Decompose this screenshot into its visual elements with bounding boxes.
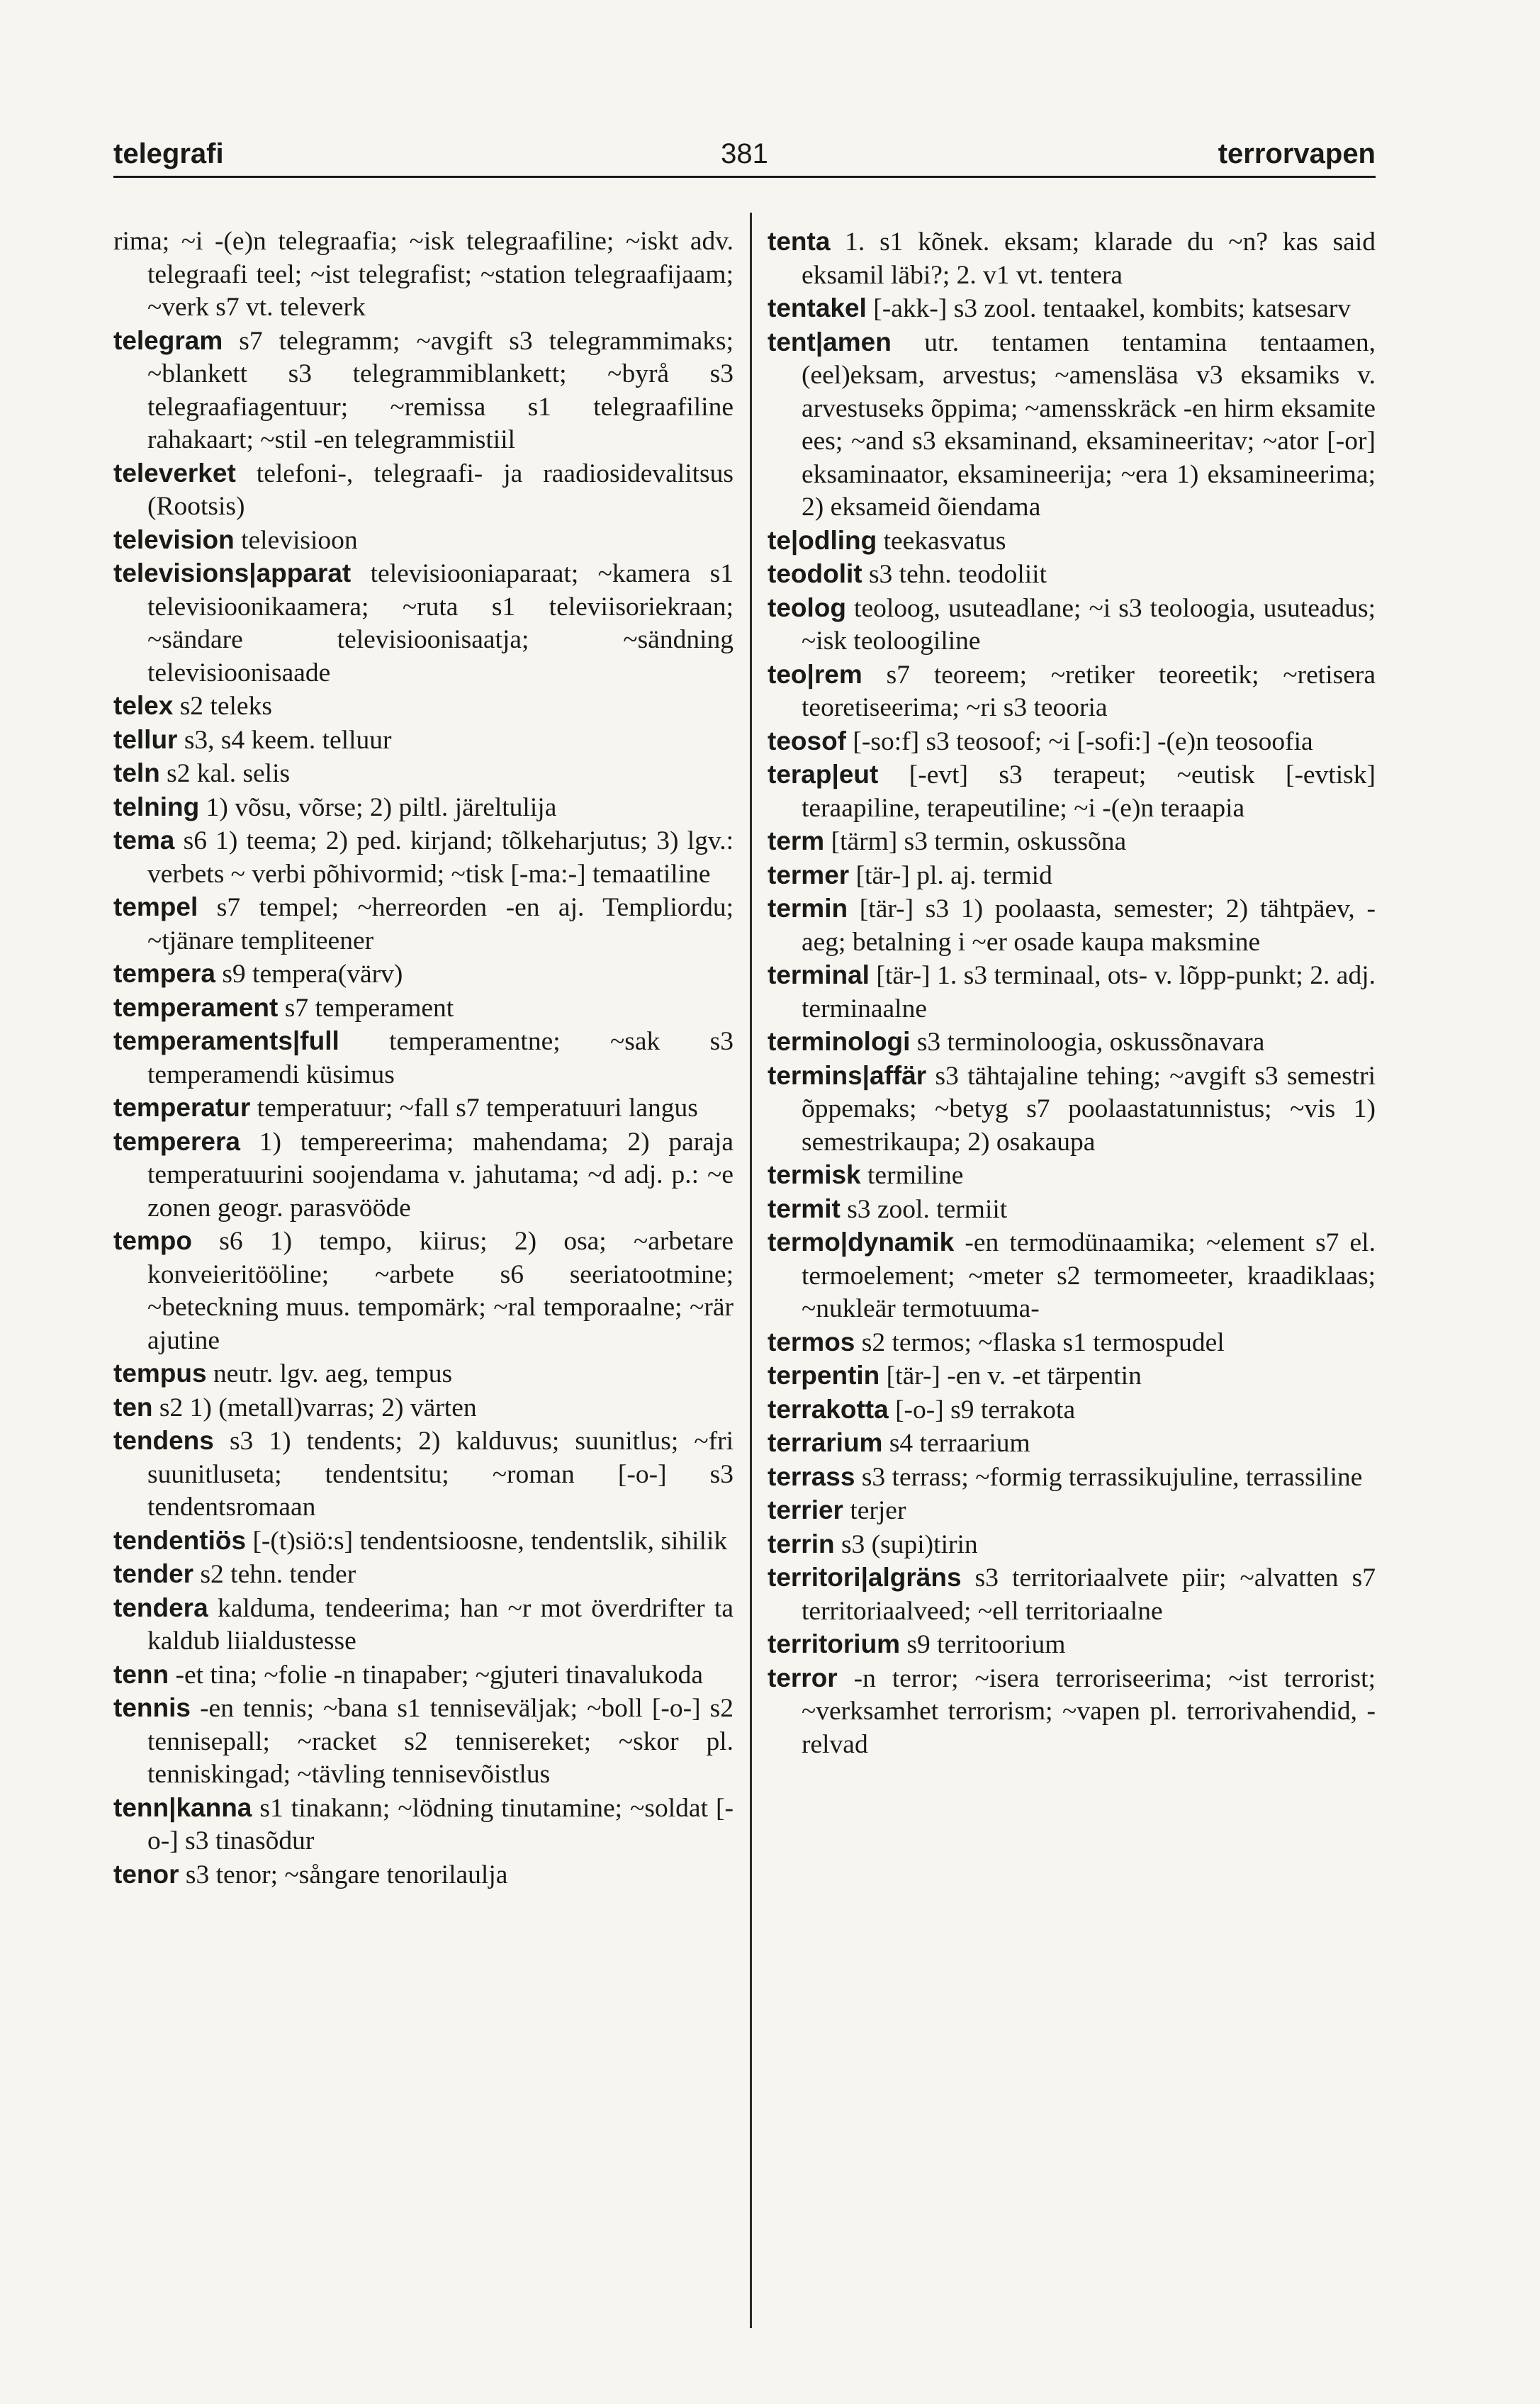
entry-headword: terrarium bbox=[768, 1428, 883, 1457]
entry-definition: [-o-] s9 terrakota bbox=[888, 1395, 1076, 1425]
dictionary-entry bbox=[113, 992, 734, 1026]
entry-definition: s9 territoorium bbox=[900, 1630, 1066, 1659]
entry-definition: s6 1) teema; 2) ped. kirjand; tõlkeharjutus; 3) lgv.: verbets ~ verbi põhivormid; ~tisk [-ma:-] temaatiline bbox=[147, 826, 734, 889]
entry-headword: teln bbox=[113, 758, 160, 787]
dictionary-entry bbox=[768, 1528, 1376, 1562]
entry-headword: terminologi bbox=[768, 1027, 911, 1056]
dictionary-entry bbox=[113, 690, 734, 724]
dictionary-entry bbox=[768, 1326, 1376, 1360]
dictionary-entry bbox=[113, 1425, 734, 1524]
entry-definition: neutr. lgv. aeg, tempus bbox=[206, 1359, 453, 1388]
entry-definition: teoloog, usuteadlane; ~i s3 teoloogia, usuteadus; ~isk teoloogiline bbox=[802, 593, 1376, 656]
entry-definition: s2 tehn. tender bbox=[193, 1560, 356, 1589]
entry-definition: s7 temperament bbox=[278, 993, 454, 1023]
entry-definition: -en tennis; ~bana s1 tenniseväljak; ~boll [-o-] s2 tennisepall; ~racket s2 tennisereket; ~skor pl. tenniskingad; ~tävling tennisevõistlus bbox=[147, 1694, 734, 1789]
dictionary-entry bbox=[113, 791, 734, 825]
dictionary-entry bbox=[768, 225, 1376, 292]
running-head-left: telegrafi bbox=[113, 138, 224, 169]
entry-headword: term bbox=[768, 826, 825, 855]
entry-headword: telex bbox=[113, 691, 174, 720]
entry-headword: termin bbox=[768, 894, 848, 923]
entry-definition: s2 termos; ~flaska s1 termospudel bbox=[855, 1327, 1225, 1357]
dictionary-entry bbox=[768, 959, 1376, 1026]
entry-headword: tempus bbox=[113, 1359, 207, 1388]
dictionary-entry bbox=[113, 1391, 734, 1425]
entry-definition: [-akk-] s3 zool. tentaakel, kombits; katsesarv bbox=[866, 294, 1351, 323]
column-divider bbox=[750, 213, 752, 2328]
dictionary-entry bbox=[768, 658, 1376, 725]
dictionary-entry bbox=[768, 1461, 1376, 1495]
entry-definition: s6 1) tempo, kiirus; 2) osa; ~arbetare konveieritööline; ~arbete s6 seeriatootmine; ~beteckning muus. tempomärk; ~ral temporaalne; ~rär ajutine bbox=[147, 1227, 734, 1355]
entry-definition: -en termodünaamika; ~element s7 el. termoelement; ~meter s2 termomeeter, kraadiklaas; ~nukleär termotuuma- bbox=[802, 1228, 1376, 1323]
entry-definition: s3 tenor; ~sångare tenorilaulja bbox=[179, 1860, 508, 1889]
entry-definition: s9 tempera(värv) bbox=[215, 960, 403, 989]
entry-definition: terjer bbox=[843, 1496, 906, 1525]
entry-definition: s3, s4 keem. telluur bbox=[177, 725, 392, 755]
entry-headword: tellur bbox=[113, 724, 178, 754]
dictionary-entry bbox=[768, 1494, 1376, 1528]
entry-definition: [tär-] pl. aj. termid bbox=[849, 860, 1052, 890]
dictionary-entry bbox=[768, 1427, 1376, 1461]
entry-headword: tenta bbox=[768, 227, 831, 256]
entry-definition: s3 terrass; ~formig terrassikujuline, terrassiline bbox=[855, 1462, 1363, 1492]
entry-headword: termins|affär bbox=[768, 1060, 927, 1090]
entry-headword: teosof bbox=[768, 726, 846, 756]
dictionary-entry bbox=[113, 1125, 734, 1225]
dictionary-entry bbox=[768, 1393, 1376, 1427]
dictionary-entry bbox=[768, 1662, 1376, 1762]
running-head-right: terrorvapen bbox=[1218, 138, 1376, 169]
dictionary-entry bbox=[768, 859, 1376, 893]
dictionary-entry bbox=[113, 524, 734, 558]
entry-definition: [tär-] -en v. -et tärpentin bbox=[879, 1361, 1142, 1391]
entry-headword: tema bbox=[113, 826, 175, 855]
entry-headword: tennis bbox=[113, 1693, 191, 1722]
dictionary-entry bbox=[113, 1524, 734, 1558]
entry-headword: terminal bbox=[768, 960, 870, 989]
entry-headword: teolog bbox=[768, 592, 846, 622]
entry-headword: tendens bbox=[113, 1426, 214, 1455]
entry-definition: [tär-] s3 1) poolaasta, semester; 2) tähtpäev, -aeg; betalning i ~er osade kaupa maksmine bbox=[802, 894, 1376, 957]
dictionary-entry bbox=[768, 1159, 1376, 1193]
dictionary-entry bbox=[768, 292, 1376, 326]
entry-definition: s7 tempel; ~herreorden -en aj. Templiordu; ~tjänare templiteener bbox=[147, 893, 734, 955]
entry-headword: tendera bbox=[113, 1593, 208, 1622]
dictionary-entry bbox=[768, 1026, 1376, 1060]
entry-definition: s3 tehn. teodoliit bbox=[862, 560, 1047, 589]
entry-headword: temperament bbox=[113, 992, 279, 1022]
entry-definition: 1) tempereerima; mahendama; 2) paraja temperatuurini soojendama v. jahutama; ~d adj. p.: ~e zonen geogr. parasvööde bbox=[147, 1127, 734, 1223]
dictionary-entry bbox=[113, 1592, 734, 1658]
right-column bbox=[768, 225, 1376, 1761]
entry-headword: teo|rem bbox=[768, 659, 862, 689]
dictionary-entry bbox=[113, 824, 734, 891]
entry-headword: te|odling bbox=[768, 525, 877, 555]
dictionary-entry bbox=[113, 1658, 734, 1692]
dictionary-entry bbox=[768, 1226, 1376, 1326]
entry-definition: [-so:f] s3 teosoof; ~i [-sofi:] -(e)n teosoofia bbox=[846, 726, 1313, 756]
entry-headword: territori|algräns bbox=[768, 1563, 962, 1592]
entry-headword: televerket bbox=[113, 458, 236, 488]
dictionary-entry bbox=[768, 326, 1376, 524]
entry-headword: termos bbox=[768, 1327, 855, 1357]
entry-headword: tenor bbox=[113, 1859, 179, 1889]
entry-definition: utr. tentamen tentamina tentaamen, (eel)eksam, arvestus; ~amensläsa v3 eksamiks v. arvestuseks õppima; ~amensskräck -en hirm eksamite ees; ~and s3 eksaminand, eksamineeritav; ~ator [-or] eksaminaator, eksamineerija; ~era 1) eksamineerima; 2) eksameid õiendama bbox=[802, 327, 1376, 522]
entry-definition: s3 zool. termiit bbox=[840, 1194, 1008, 1224]
entry-headword: temperaments|full bbox=[113, 1026, 339, 1055]
dictionary-entry bbox=[113, 957, 734, 992]
entry-definition: [tärm] s3 termin, oskussõna bbox=[824, 827, 1127, 856]
entry-definition: s7 telegramm; ~avgift s3 telegrammimaks; ~blankett s3 telegrammiblankett; ~byrå s3 telegraafiagentuur; ~remissa s1 telegraafiline rahakaart; ~stil -en telegrammistiil bbox=[147, 326, 734, 454]
entry-definition: televisioon bbox=[234, 525, 358, 555]
entry-headword: terrin bbox=[768, 1529, 835, 1558]
entry-definition: televisiooniaparaat; ~kamera s1 televisioonikaamera; ~ruta s1 televiisoriekraan; ~sändare televisioonisaatja; ~sändning televisioonisaade bbox=[147, 559, 734, 687]
entry-definition: telefoni-, telegraafi- ja raadiosidevalitsus (Rootsis) bbox=[147, 459, 734, 521]
entry-headword: tempera bbox=[113, 959, 215, 988]
entry-definition: [-(t)siö:s] tendentsioosne, tendentslik, sihilik bbox=[246, 1526, 728, 1556]
dictionary-entry bbox=[768, 592, 1376, 658]
entry-headword: temperera bbox=[113, 1126, 240, 1156]
entry-headword: tent|amen bbox=[768, 327, 892, 356]
dictionary-entry bbox=[113, 757, 734, 791]
dictionary-entry bbox=[113, 724, 734, 758]
dictionary-entry bbox=[113, 1692, 734, 1792]
dictionary-entry bbox=[768, 725, 1376, 759]
entry-definition: s3 (supi)tirin bbox=[834, 1529, 978, 1559]
entry-definition: s2 1) (metall)varras; 2) värten bbox=[152, 1393, 477, 1422]
dictionary-entry bbox=[768, 558, 1376, 592]
dictionary-entry bbox=[768, 825, 1376, 859]
entry-definition: 1. s1 kõnek. eksam; klarade du ~n? kas said eksamil läbi?; 2. v1 vt. tentera bbox=[802, 228, 1376, 290]
entry-headword: television bbox=[113, 524, 235, 554]
dictionary-entry bbox=[113, 891, 734, 957]
left-column bbox=[113, 225, 734, 1892]
entry-headword: tentakel bbox=[768, 293, 867, 322]
page-number: 381 bbox=[721, 138, 768, 169]
entry-headword: territorium bbox=[768, 1629, 901, 1658]
entry-headword: temperatur bbox=[113, 1093, 251, 1122]
entry-headword: televisions|apparat bbox=[113, 558, 352, 588]
entry-headword: terror bbox=[768, 1663, 838, 1692]
entry-definition: s3 tähtajaline tehing; ~avgift s3 semestri õppemaks; ~betyg s7 poolaastatunnistus; ~vis 1) semestrikaupa; 2) osakaupa bbox=[802, 1061, 1376, 1157]
entry-headword: telning bbox=[113, 792, 200, 821]
entry-definition: -et tina; ~folie -n tinapaber; ~gjuteri tinavalukoda bbox=[169, 1660, 703, 1690]
entry-definition: s3 terminoloogia, oskussõnavara bbox=[910, 1028, 1265, 1057]
entry-headword: teodolit bbox=[768, 559, 862, 588]
dictionary-entry bbox=[768, 1628, 1376, 1662]
entry-definition: termiline bbox=[860, 1161, 964, 1190]
dictionary-entry bbox=[113, 557, 734, 690]
dictionary-entry bbox=[768, 758, 1376, 825]
entry-headword: termer bbox=[768, 860, 850, 889]
entry-definition: temperamentne; ~sak s3 temperamendi küsimus bbox=[147, 1027, 734, 1089]
entry-definition: kalduma, tendeerima; han ~r mot överdrifter ta kaldub liialdustesse bbox=[147, 1593, 734, 1656]
entry-definition: temperatuur; ~fall s7 temperatuuri langus bbox=[250, 1094, 698, 1123]
entry-definition: s7 teoreem; ~retiker teoreetik; ~retisera teoretiseerima; ~ri s3 teooria bbox=[802, 660, 1376, 722]
entry-headword: telegram bbox=[113, 325, 223, 355]
entry-headword: tender bbox=[113, 1559, 194, 1588]
dictionary-entry bbox=[113, 1357, 734, 1391]
dictionary-entry bbox=[113, 1558, 734, 1592]
entry-headword: tempel bbox=[113, 892, 198, 921]
entry-definition: s2 teleks bbox=[173, 692, 272, 721]
dictionary-entry bbox=[113, 1858, 734, 1892]
entry-headword: terap|eut bbox=[768, 760, 879, 789]
dictionary-entry bbox=[768, 524, 1376, 558]
entry-definition: s3 territoriaalvete piir; ~alvatten s7 territoriaalveed; ~ell territoriaalne bbox=[802, 1563, 1376, 1626]
dictionary-entry bbox=[768, 892, 1376, 959]
entry-headword: tendentiös bbox=[113, 1525, 247, 1555]
dictionary-entry bbox=[768, 1193, 1376, 1227]
entry-definition: s4 terraarium bbox=[882, 1429, 1030, 1458]
dictionary-entry bbox=[113, 457, 734, 524]
entry-definition: s1 tinakann; ~lödning tinutamine; ~soldat [-o-] s3 tinasõdur bbox=[147, 1793, 734, 1855]
entry-definition: teekasvatus bbox=[877, 526, 1006, 556]
entry-headword: terrakotta bbox=[768, 1394, 889, 1424]
entry-definition: [tär-] 1. s3 terminaal, ots- v. lõpp-punkt; 2. adj. terminaalne bbox=[802, 961, 1376, 1023]
page-header bbox=[113, 136, 1376, 178]
dictionary-entry bbox=[113, 1792, 734, 1858]
entry-headword: tempo bbox=[113, 1226, 192, 1255]
entry-definition: -n terror; ~isera terroriseerima; ~ist terrorist; ~verksamhet terrorism; ~vapen pl. terrorivahendid, -relvad bbox=[802, 1663, 1376, 1759]
dictionary-entry bbox=[113, 1091, 734, 1125]
entry-definition: [-evt] s3 terapeut; ~eutisk [-evtisk] teraapiline, terapeutiline; ~i -(e)n teraapia bbox=[802, 760, 1376, 823]
entry-definition: 1) võsu, võrse; 2) piltl. järeltulija bbox=[199, 792, 557, 822]
entry-headword: terrass bbox=[768, 1461, 855, 1491]
entry-headword: tenn bbox=[113, 1659, 169, 1689]
dictionary-entry bbox=[768, 1561, 1376, 1628]
dictionary-entry bbox=[113, 225, 734, 325]
entry-headword: ten bbox=[113, 1392, 153, 1422]
entry-definition: s3 1) tendents; 2) kalduvus; suunitlus; ~fri suunitluseta; tendentsitu; ~roman [-o-] s3 tendentsromaan bbox=[147, 1427, 734, 1522]
entry-headword: terpentin bbox=[768, 1361, 880, 1390]
entry-headword: termit bbox=[768, 1193, 841, 1223]
entry-definition: rima; ~i -(e)n telegraafia; ~isk telegraafiline; ~iskt adv. telegraafi teel; ~ist telegrafist; ~station telegraafijaam; ~verk s7 vt. televerk bbox=[113, 227, 734, 322]
entry-headword: termisk bbox=[768, 1160, 861, 1189]
dictionary-entry bbox=[113, 325, 734, 457]
entry-headword: termo|dynamik bbox=[768, 1228, 955, 1257]
dictionary-entry bbox=[768, 1060, 1376, 1159]
dictionary-entry bbox=[768, 1359, 1376, 1393]
entry-definition: s2 kal. selis bbox=[159, 759, 291, 788]
entry-headword: terrier bbox=[768, 1495, 843, 1524]
dictionary-entry bbox=[113, 1225, 734, 1357]
dictionary-entry bbox=[113, 1025, 734, 1091]
entry-headword: tenn|kanna bbox=[113, 1792, 252, 1822]
